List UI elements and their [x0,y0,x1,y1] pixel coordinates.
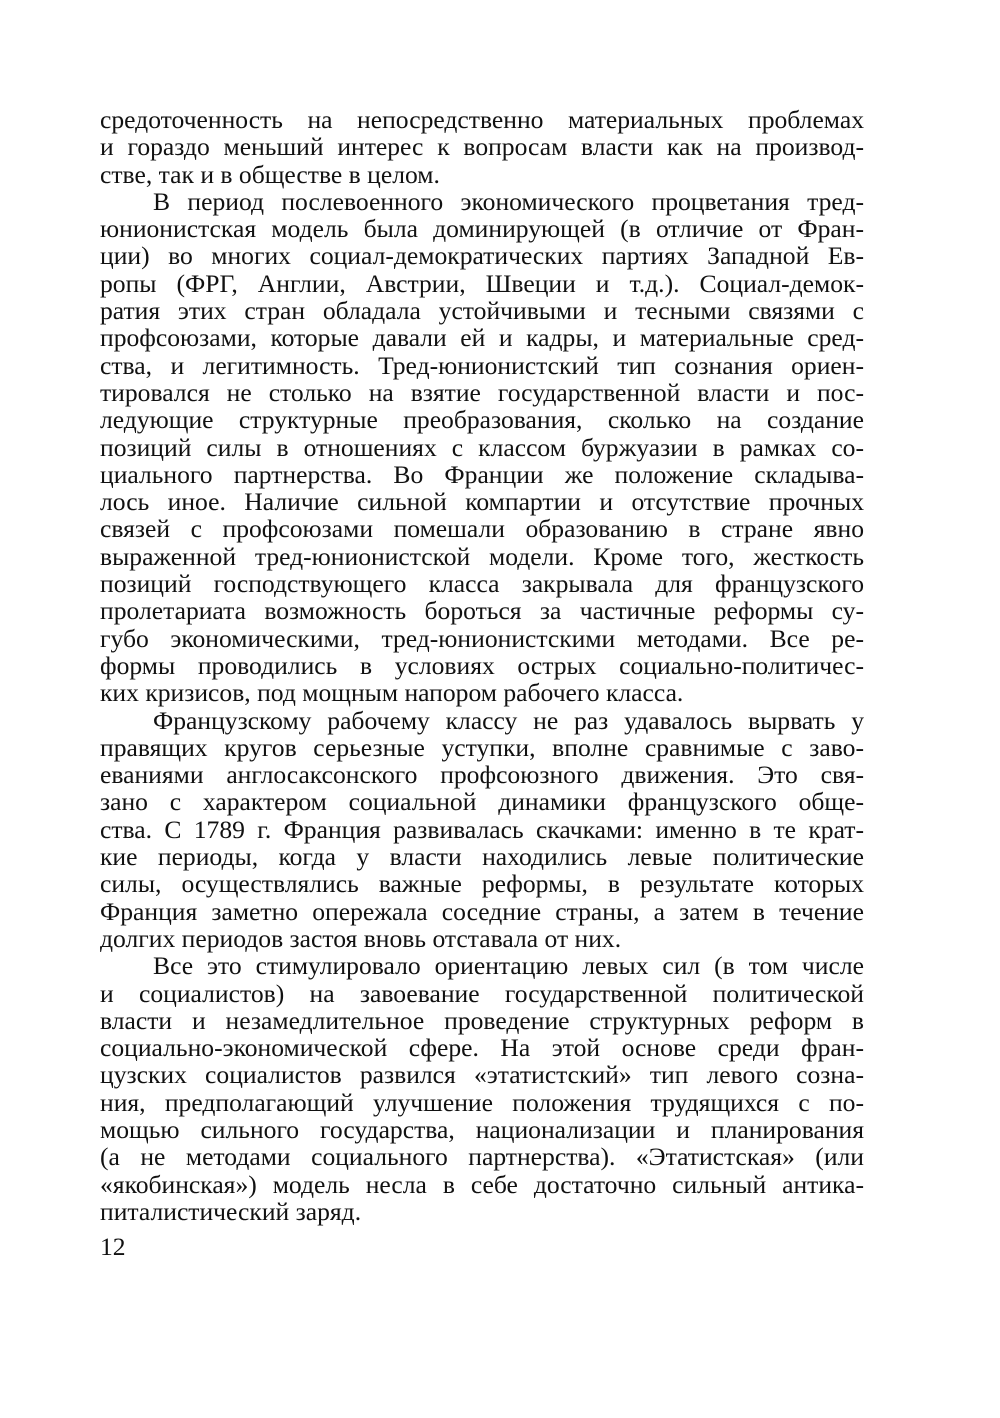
text-line: мощью сильного государства, национализации и планирования [100,1114,864,1144]
text-line: связей с профсоюзами помешали образованию в стране явно [100,514,864,544]
text-line: ледующие структурные преобразования, сколько на создание [100,405,864,435]
text-line: В период послевоенного экономического процветания тред- [153,186,864,216]
text-line: социально-экономической сфере. На этой основе среди фран- [100,1033,864,1063]
text-line: долгих периодов застоя вновь отставала от них. [100,923,622,953]
text-line: Французскому рабочему классу не раз удавалось вырвать у [153,705,864,735]
text-line: еваниями англосаксонского профсоюзного движения. Это свя- [100,760,864,790]
text-line: питалистический заряд. [100,1196,362,1226]
paragraph [100,188,864,707]
text-line: правящих кругов серьезные уступки, вполне сравнимые с заво- [100,732,864,762]
text-line: ратия этих стран обладала устойчивыми и тесными связями с [100,296,864,326]
text-line: пролетариата возможность бороться за частичные реформы су- [100,596,864,626]
text-line: выраженной тред-юнионистской модели. Кроме того, жесткость [100,541,864,571]
text-line: позиций господствующего класса закрывала для французского [100,569,864,599]
text-line: позиций силы в отношениях с классом буржуазии в рамках со- [100,432,864,462]
text-line: ства, и легитимность. Тред-юнионистский тип сознания ориен- [100,350,864,380]
text-line: ких кризисов, под мощным напором рабочего класса. [100,678,684,708]
text-line: формы проводились в условиях острых социально-политичес- [100,650,864,680]
text-line: и гораздо меньший интерес к вопросам власти как на производ- [100,132,864,162]
text-line: власти и незамедлительное проведение структурных реформ в [100,1005,864,1035]
paragraph [100,952,864,1225]
text-line: стве, так и в обществе в целом. [100,159,440,189]
body-text [100,106,864,1225]
paragraph [100,106,864,188]
text-line: Франция заметно опережала соседние страны, а затем в течение [100,896,864,926]
text-line: Все это стимулировало ориентацию левых сил (в том числе [153,951,864,981]
text-line: ции) во многих социал-демократических партиях Западной Ев- [100,241,864,271]
text-line: ства. С 1789 г. Франция развивалась скачками: именно в те крат- [100,814,864,844]
text-line: кие периоды, когда у власти находились левые политические [100,842,864,872]
text-line: ропы (ФРГ, Англии, Австрии, Швеции и т.д.). Социал-демок- [100,268,864,298]
text-line: силы, осуществлялись важные реформы, в результате которых [100,869,864,899]
text-line: «якобинская») модель несла в себе достаточно сильный антика- [100,1169,864,1199]
text-line: зано с характером социальной динамики французского обще- [100,787,864,817]
text-line: лось иное. Наличие сильной компартии и отсутствие прочных [100,487,864,517]
text-line: и социалистов) на завоевание государственной политической [100,978,864,1008]
text-line: средоточенность на непосредственно материальных проблемах [100,105,864,134]
text-line: ния, предполагающий улучшение положения трудящихся с по- [100,1087,864,1117]
text-line: (а не методами социального партнерства). «Этатистская» (или [100,1142,864,1172]
paragraph [100,707,864,953]
text-line: губо экономическими, тред-юнионистскими методами. Все ре- [100,623,864,653]
text-line: циального партнерства. Во Франции же положение складыва- [100,459,864,489]
text-line: тировался не столько на взятие государственной власти и пос- [100,377,864,407]
page-number: 12 [100,1232,126,1261]
text-line: цузских социалистов развился «этатистский» тип левого созна- [100,1060,864,1090]
text-line: профсоюзами, которые давали ей и кадры, и материальные сред- [100,323,864,353]
text-line: юнионистская модель была доминирующей (в отличие от Фран- [100,214,864,244]
